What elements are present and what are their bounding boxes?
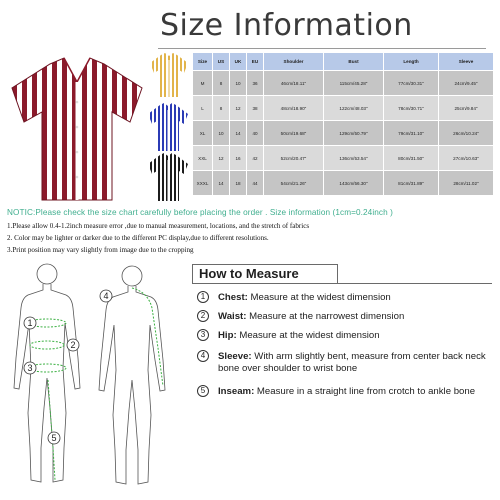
- table-cell: 8: [213, 96, 230, 121]
- measurement-figures: [0, 248, 175, 500]
- marker-3: 3: [27, 363, 33, 373]
- table-cell: 16: [230, 146, 247, 171]
- table-cell: 25cm/9.84": [439, 96, 494, 121]
- table-cell: 129cm/50.79": [324, 121, 384, 146]
- table-row: [193, 96, 494, 121]
- measure-number-2: 2: [197, 310, 209, 322]
- table-cell: 115cm/45.28": [324, 71, 384, 96]
- size-chart-table: [192, 52, 494, 196]
- measure-description: Measure in a straight line from crotch to ankle bone: [254, 386, 476, 397]
- shirt-main-image: [2, 52, 152, 202]
- note-measure-error: 1.Please allow 0.4-1.2inch measure error ,due to manual measurement, locations, and the stretch of fabrics: [7, 222, 310, 230]
- table-cell: 27cm/10.63": [439, 146, 494, 171]
- table-cell: XL: [193, 121, 213, 146]
- shirt-yellow-thumbnail: [148, 52, 190, 98]
- note-color: 2. Color may be lighter or darker due to the different PC display,due to different resolutions.: [7, 234, 269, 242]
- table-cell: 80cm/31.50": [384, 146, 439, 171]
- measure-description: Measure at the widest dimension: [236, 330, 380, 341]
- page-title: Size Information: [160, 8, 413, 43]
- marker-1: 1: [27, 318, 33, 328]
- table-cell: 50cm/19.68": [264, 121, 324, 146]
- table-cell: L: [193, 96, 213, 121]
- table-cell: 12: [213, 146, 230, 171]
- table-cell: XXL: [193, 146, 213, 171]
- note-print-position: 3.Print position may vary slightly from image due to the cropping: [7, 246, 194, 254]
- how-to-measure-divider: [192, 283, 492, 284]
- table-cell: 36: [247, 71, 264, 96]
- table-cell: 14: [213, 171, 230, 196]
- title-block: [160, 8, 490, 48]
- table-cell: 40: [247, 121, 264, 146]
- measure-label: Hip:: [218, 330, 237, 341]
- measure-label: Sleeve:: [218, 351, 252, 362]
- measure-number-1: 1: [197, 291, 209, 303]
- marker-2: 2: [70, 340, 76, 350]
- table-cell: 77cm/30.31": [384, 71, 439, 96]
- measure-number-5: 5: [197, 385, 209, 397]
- table-cell: 14: [230, 121, 247, 146]
- front-body-figure: [14, 264, 80, 482]
- table-cell: 18: [230, 171, 247, 196]
- table-cell: 46cm/18.11": [264, 71, 324, 96]
- table-cell: M: [193, 71, 213, 96]
- table-row: [193, 121, 494, 146]
- table-cell: 143cm/56.30": [324, 171, 384, 196]
- table-cell: 54cm/21.26": [264, 171, 324, 196]
- title-divider: [158, 48, 486, 49]
- header-shoulder: Shoulder: [264, 53, 324, 71]
- shirt-blue-thumbnail: [146, 102, 190, 152]
- table-cell: 8: [213, 71, 230, 96]
- marker-5: 5: [51, 433, 57, 443]
- table-cell: 10: [213, 121, 230, 146]
- header-us: US: [213, 53, 230, 71]
- table-cell: 48cm/18.90": [264, 96, 324, 121]
- table-cell: 26cm/10.24": [439, 121, 494, 146]
- table-cell: 42: [247, 146, 264, 171]
- measure-number-3: 3: [197, 329, 209, 341]
- table-row: [193, 171, 494, 196]
- table-cell: 136cm/53.54": [324, 146, 384, 171]
- table-cell: 24cm/9.45": [439, 71, 494, 96]
- table-cell: 28cm/11.02": [439, 171, 494, 196]
- measure-label: Waist:: [218, 311, 247, 322]
- measure-label: Chest:: [218, 292, 248, 303]
- table-cell: 38: [247, 96, 264, 121]
- table-cell: 12: [230, 96, 247, 121]
- measure-number-4: 4: [197, 350, 209, 362]
- measure-description: With arm slightly bent, measure from center back neck bone over shoulder to wrist bone: [218, 351, 486, 374]
- table-cell: 122cm/48.03": [324, 96, 384, 121]
- measure-label: Inseam:: [218, 386, 255, 397]
- table-cell: 81cm/31.89": [384, 171, 439, 196]
- header-bust: Bust: [324, 53, 384, 71]
- size-table-header-row: [193, 53, 494, 71]
- measure-guides: [28, 288, 163, 480]
- table-cell: 10: [230, 71, 247, 96]
- header-sleeve: Sleeve: [439, 53, 494, 71]
- header-uk: UK: [230, 53, 247, 71]
- table-cell: 79cm/31.10": [384, 121, 439, 146]
- table-row: [193, 146, 494, 171]
- how-to-measure-title: How to Measure: [199, 266, 299, 281]
- table-row: [193, 71, 494, 96]
- header-size: Size: [193, 53, 213, 71]
- header-eu: EU: [247, 53, 264, 71]
- table-cell: 78cm/30.71": [384, 96, 439, 121]
- size-notice: NOTIC:Please check the size chart carefully before placing the order . Size information (1cm=0.24inch ): [7, 208, 393, 217]
- shirt-black-thumbnail: [146, 152, 190, 202]
- table-cell: 52cm/20.47": [264, 146, 324, 171]
- measure-description: Measure at the widest dimension: [247, 292, 391, 303]
- marker-4: 4: [103, 291, 109, 301]
- table-cell: XXXL: [193, 171, 213, 196]
- header-length: Length: [384, 53, 439, 71]
- table-cell: 44: [247, 171, 264, 196]
- measure-description: Measure at the narrowest dimension: [246, 311, 405, 322]
